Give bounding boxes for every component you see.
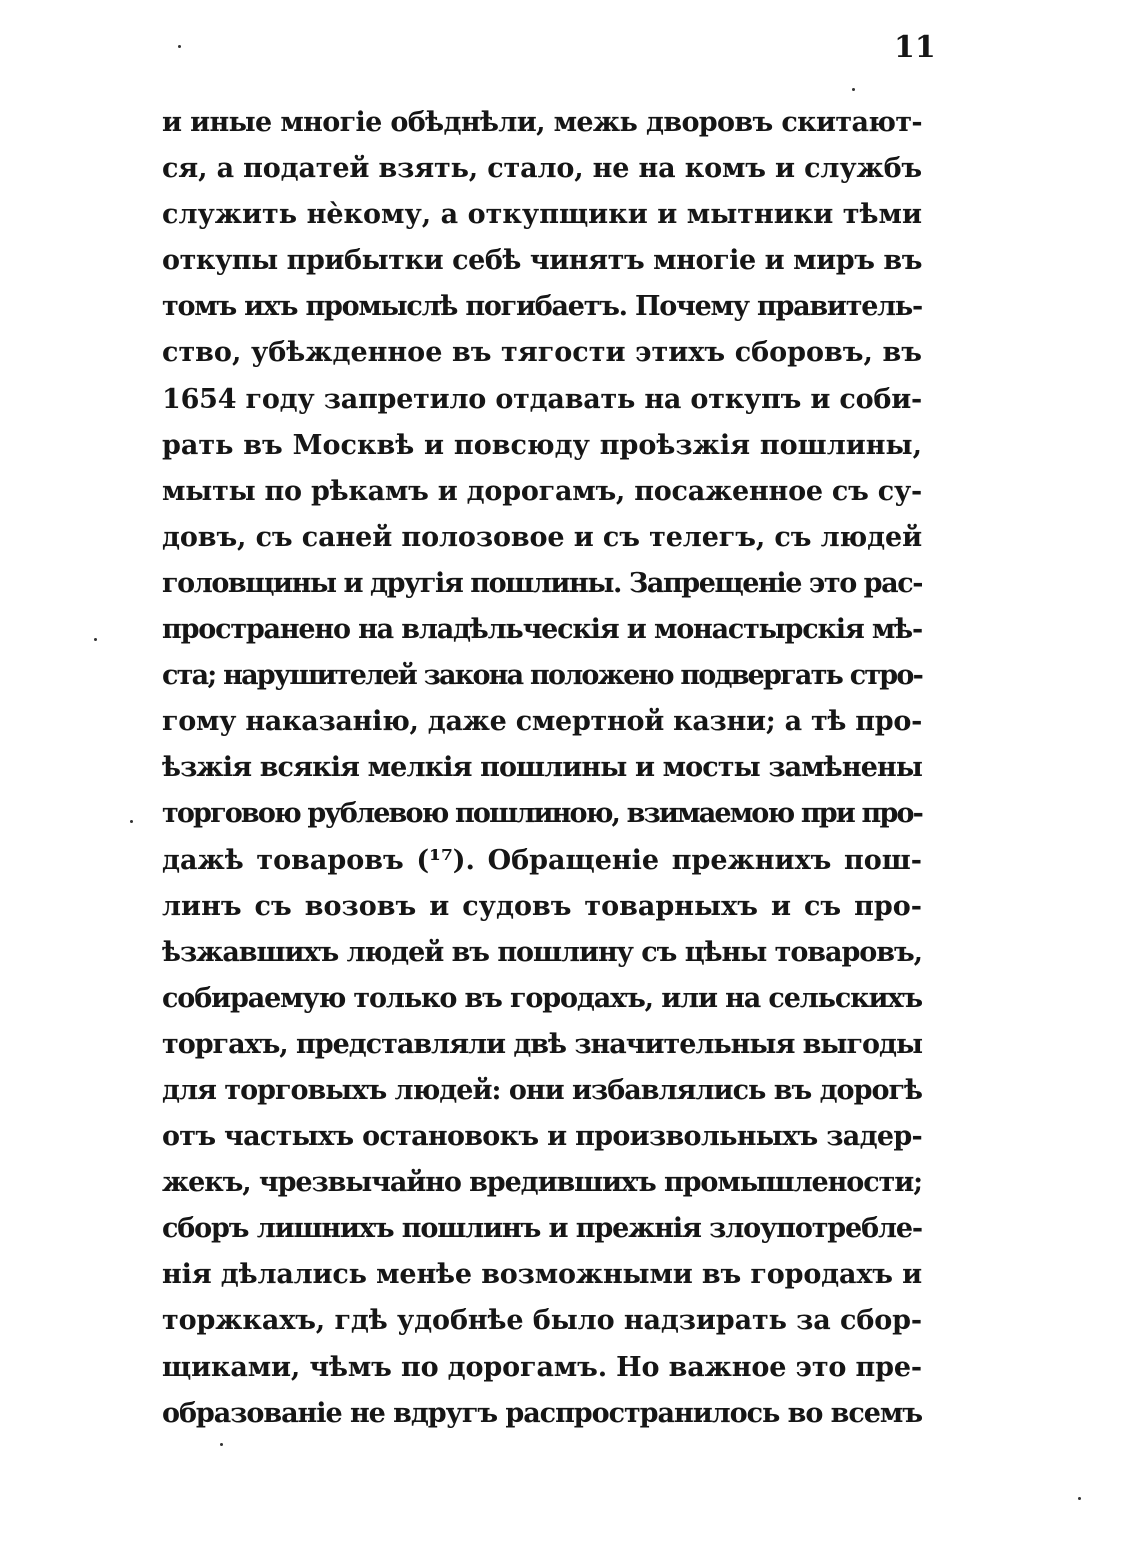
text-line: ся, а податей взять, стало, не на комъ и службъ [162, 153, 922, 185]
body-text [162, 100, 922, 1437]
text-line: и иные многіе обѣднѣли, межь дворовъ скитают- [162, 107, 922, 138]
text-line: сборъ лишнихъ пошлинъ и прежнія злоупотребле- [162, 1213, 922, 1245]
text-line: для торговыхъ людей: они избавлялись въ дорогѣ [162, 1074, 922, 1106]
text-line: торговою рублевою пошлиною, взимаемою при про- [162, 798, 922, 830]
text-line: пространено на владѣльческія и монастырскія мѣ- [162, 614, 922, 646]
text-line: гому наказанію, даже смертной казни; а тѣ про- [162, 706, 922, 738]
text-line: дажѣ товаровъ (¹⁷). Обращеніе прежнихъ пош- [162, 844, 922, 876]
text-line: нія дѣлались менѣе возможными въ городахъ и [162, 1259, 922, 1291]
text-line: рать въ Москвѣ и повсюду проѣзжія пошлины, [162, 429, 922, 461]
text-line: 1654 году запретило отдавать на откупъ и соби- [162, 383, 922, 415]
text-line: щиками, чѣмъ по дорогамъ. Но важное это пре- [162, 1351, 922, 1383]
text-line: линъ съ возовъ и судовъ товарныхъ и съ про- [162, 890, 922, 922]
text-line: торгахъ, представляли двѣ значительныя выгоды [162, 1028, 922, 1060]
text-line: ѣзжавшихъ людей въ пошлину съ цѣны товаровъ, [162, 936, 922, 968]
text-line: томъ ихъ промыслѣ погибаетъ. Почему правитель- [162, 291, 922, 323]
text-line: головщины и другія пошлины. Запрещеніе это рас- [162, 567, 922, 599]
scan-speck [220, 1443, 223, 1446]
text-line: довъ, съ саней полозовое и съ телегъ, съ людей [162, 521, 922, 553]
text-line: образованіе не вдругъ распространилось во всемъ [162, 1397, 922, 1429]
text-line: служить нѐкому, а откупщики и мытники тѣми [162, 199, 922, 231]
text-line: жекъ, чрезвычайно вредившихъ промышлености; [162, 1167, 922, 1199]
text-line: собираемую только въ городахъ, или на сельскихъ [162, 982, 922, 1014]
text-line: мыты по рѣкамъ и дорогамъ, посаженное съ су- [162, 475, 922, 507]
scan-speck [94, 638, 97, 641]
text-line: ста; нарушителей закона положено подвергать стро- [162, 660, 922, 692]
text-line: ѣзжія всякія мелкія пошлины и мосты замѣнены [162, 752, 922, 784]
text-line: откупы прибытки себѣ чинятъ многіе и миръ въ [162, 245, 922, 277]
scan-speck [178, 45, 181, 48]
text-line: торжкахъ, гдѣ удобнѣе было надзирать за сбор- [162, 1305, 922, 1337]
scan-speck [130, 820, 133, 823]
page-number: 11 [894, 30, 936, 65]
text-line: отъ частыхъ остановокъ и произвольныхъ задер- [162, 1121, 922, 1153]
scan-speck [1078, 1497, 1081, 1500]
scan-speck [852, 88, 855, 91]
text-line: ство, убѣжденное въ тягости этихъ сборовъ, въ [162, 337, 922, 369]
